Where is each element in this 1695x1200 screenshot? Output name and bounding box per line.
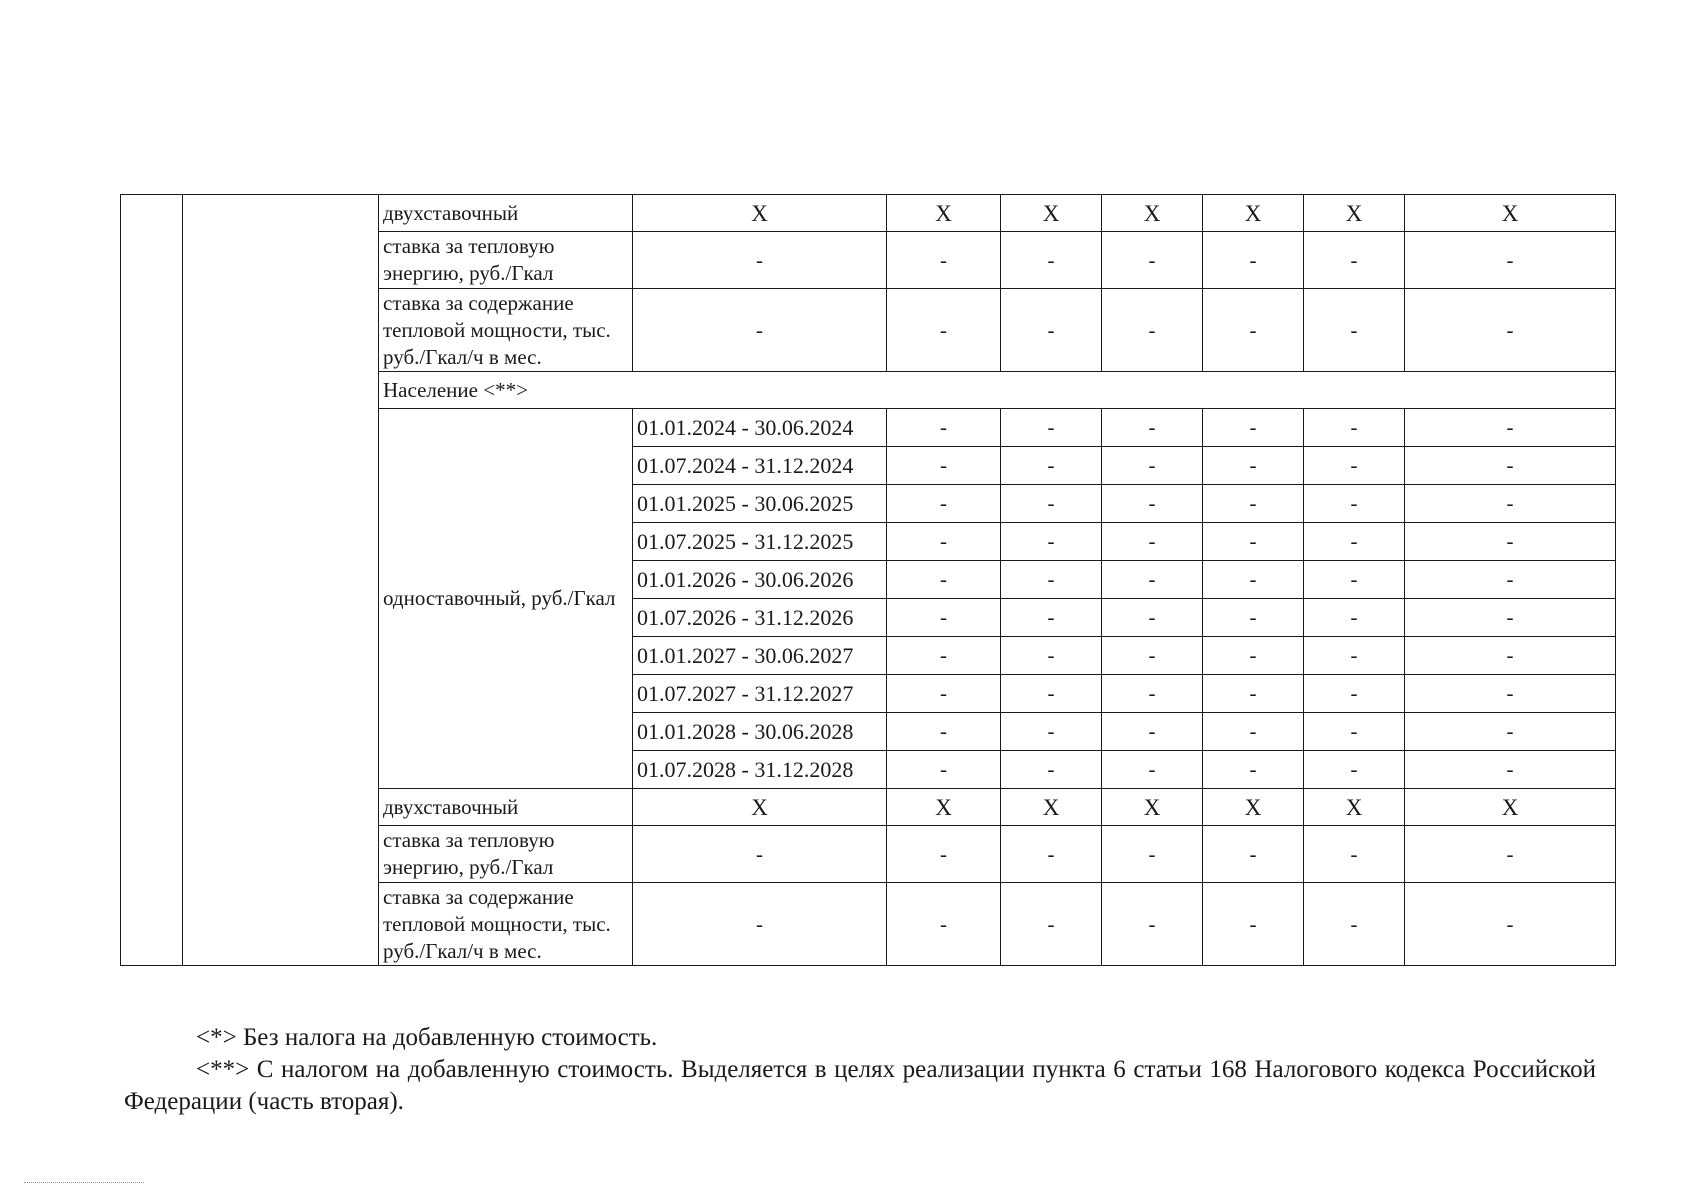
- dash-cell: -: [1304, 713, 1405, 751]
- dash-cell: -: [1203, 826, 1304, 883]
- dash-cell: -: [1203, 289, 1304, 372]
- dash-cell: -: [633, 232, 887, 289]
- footnote-vat-excluded: <*> Без налога на добавленную стоимость.: [196, 1024, 658, 1051]
- dash-cell: -: [1102, 713, 1203, 751]
- dash-cell: -: [1001, 447, 1102, 485]
- dash-cell: -: [1405, 826, 1616, 883]
- dash-cell: -: [1001, 826, 1102, 883]
- tariff-table: [120, 194, 1616, 966]
- period-cell: 01.01.2027 - 30.06.2027: [633, 637, 887, 675]
- x-mark: X: [633, 789, 887, 826]
- heat-rate-label: ставка за тепловую энергию, руб./Гкал: [379, 826, 633, 883]
- dash-cell: -: [1102, 675, 1203, 713]
- dash-cell: -: [1304, 751, 1405, 789]
- dash-cell: -: [1001, 713, 1102, 751]
- dash-cell: -: [1405, 599, 1616, 637]
- period-cell: 01.01.2028 - 30.06.2028: [633, 713, 887, 751]
- dash-cell: -: [633, 883, 887, 966]
- dash-cell: -: [1001, 599, 1102, 637]
- dash-cell: -: [887, 409, 1001, 447]
- period-cell: 01.07.2028 - 31.12.2028: [633, 751, 887, 789]
- dash-cell: -: [1102, 883, 1203, 966]
- dash-cell: -: [1102, 447, 1203, 485]
- period-cell: 01.07.2025 - 31.12.2025: [633, 523, 887, 561]
- one-rate-label: одноставочный, руб./Гкал: [379, 409, 633, 789]
- dash-cell: -: [1203, 523, 1304, 561]
- dash-cell: -: [1001, 561, 1102, 599]
- period-cell: 01.01.2025 - 30.06.2025: [633, 485, 887, 523]
- dash-cell: -: [1304, 637, 1405, 675]
- x-mark: X: [1405, 789, 1616, 826]
- dash-cell: -: [1102, 751, 1203, 789]
- dash-cell: -: [1203, 599, 1304, 637]
- dash-cell: -: [1203, 637, 1304, 675]
- dash-cell: -: [1304, 447, 1405, 485]
- col-number-cell: [121, 195, 183, 966]
- x-mark: X: [1102, 195, 1203, 232]
- period-cell: 01.07.2024 - 31.12.2024: [633, 447, 887, 485]
- dash-cell: -: [1203, 883, 1304, 966]
- dash-cell: -: [1203, 751, 1304, 789]
- two-rate-label: двухставочный: [379, 789, 633, 826]
- x-mark: X: [1405, 195, 1616, 232]
- dash-cell: -: [1102, 523, 1203, 561]
- dash-cell: -: [1001, 675, 1102, 713]
- x-mark: X: [1001, 195, 1102, 232]
- dash-cell: -: [1405, 523, 1616, 561]
- dash-cell: -: [1405, 485, 1616, 523]
- dash-cell: -: [1001, 409, 1102, 447]
- dash-cell: -: [1001, 751, 1102, 789]
- dash-cell: -: [1001, 232, 1102, 289]
- table-row: [121, 195, 1616, 232]
- dash-cell: -: [1405, 561, 1616, 599]
- dash-cell: -: [1304, 289, 1405, 372]
- dash-cell: -: [1203, 232, 1304, 289]
- x-mark: X: [1304, 789, 1405, 826]
- dash-cell: -: [1203, 485, 1304, 523]
- dash-cell: -: [1203, 675, 1304, 713]
- dash-cell: -: [1405, 883, 1616, 966]
- dash-cell: -: [1001, 637, 1102, 675]
- dash-cell: -: [887, 447, 1001, 485]
- dash-cell: -: [633, 289, 887, 372]
- dash-cell: -: [1304, 485, 1405, 523]
- dash-cell: -: [887, 675, 1001, 713]
- dash-cell: -: [633, 826, 887, 883]
- dash-cell: -: [1304, 675, 1405, 713]
- dash-cell: -: [1304, 883, 1405, 966]
- dash-cell: -: [1304, 523, 1405, 561]
- dash-cell: -: [1304, 826, 1405, 883]
- dash-cell: -: [1304, 232, 1405, 289]
- x-mark: X: [1001, 789, 1102, 826]
- dash-cell: -: [1102, 599, 1203, 637]
- dash-cell: -: [887, 713, 1001, 751]
- period-cell: 01.07.2026 - 31.12.2026: [633, 599, 887, 637]
- dash-cell: -: [1203, 561, 1304, 599]
- x-mark: X: [1203, 195, 1304, 232]
- dash-cell: -: [887, 289, 1001, 372]
- dash-cell: -: [1203, 409, 1304, 447]
- dash-cell: -: [1304, 561, 1405, 599]
- footnote-vat-included: <**> С налогом на добавленную стоимость. Выделяется в целях реализации пункта 6 статьи 168 Налогового кодекса Российской Федерации (часть вторая).: [124, 1056, 1596, 1115]
- dash-cell: -: [1203, 447, 1304, 485]
- dash-cell: -: [887, 599, 1001, 637]
- capacity-rate-label: ставка за содержание тепловой мощности, тыс. руб./Гкал/ч в мес.: [379, 289, 633, 372]
- capacity-rate-label: ставка за содержание тепловой мощности, тыс. руб./Гкал/ч в мес.: [379, 883, 633, 966]
- period-cell: 01.07.2027 - 31.12.2027: [633, 675, 887, 713]
- x-mark: X: [633, 195, 887, 232]
- dash-cell: -: [1405, 447, 1616, 485]
- dash-cell: -: [887, 561, 1001, 599]
- dash-cell: -: [1001, 523, 1102, 561]
- x-mark: X: [1304, 195, 1405, 232]
- period-cell: 01.01.2026 - 30.06.2026: [633, 561, 887, 599]
- x-mark: X: [1102, 789, 1203, 826]
- dash-cell: -: [887, 883, 1001, 966]
- dash-cell: -: [1102, 637, 1203, 675]
- dash-cell: -: [1405, 232, 1616, 289]
- dash-cell: -: [1304, 599, 1405, 637]
- dash-cell: -: [1304, 409, 1405, 447]
- dash-cell: -: [1102, 409, 1203, 447]
- dash-cell: -: [887, 637, 1001, 675]
- dash-cell: -: [1405, 713, 1616, 751]
- x-mark: X: [1203, 789, 1304, 826]
- dash-cell: -: [1405, 637, 1616, 675]
- dash-cell: -: [887, 523, 1001, 561]
- dash-cell: -: [887, 751, 1001, 789]
- x-mark: X: [887, 789, 1001, 826]
- dash-cell: -: [1001, 883, 1102, 966]
- dash-cell: -: [1102, 289, 1203, 372]
- population-section-label: Население <**>: [379, 372, 1616, 409]
- dash-cell: -: [1405, 675, 1616, 713]
- dash-cell: -: [1203, 713, 1304, 751]
- dash-cell: -: [1001, 485, 1102, 523]
- footnotes: [124, 1022, 1596, 1118]
- dash-cell: -: [1102, 485, 1203, 523]
- dash-cell: -: [1405, 289, 1616, 372]
- dash-cell: -: [1405, 409, 1616, 447]
- dash-cell: -: [887, 826, 1001, 883]
- dash-cell: -: [1102, 561, 1203, 599]
- heat-rate-label: ставка за тепловую энергию, руб./Гкал: [379, 232, 633, 289]
- dash-cell: -: [887, 485, 1001, 523]
- col-organization-cell: [183, 195, 379, 966]
- dash-cell: -: [887, 232, 1001, 289]
- dash-cell: -: [1102, 232, 1203, 289]
- dash-cell: -: [1405, 751, 1616, 789]
- dash-cell: -: [1001, 289, 1102, 372]
- period-cell: 01.01.2024 - 30.06.2024: [633, 409, 887, 447]
- scan-artifact: [24, 1182, 144, 1183]
- dash-cell: -: [1102, 826, 1203, 883]
- two-rate-label: двухставочный: [379, 195, 633, 232]
- x-mark: X: [887, 195, 1001, 232]
